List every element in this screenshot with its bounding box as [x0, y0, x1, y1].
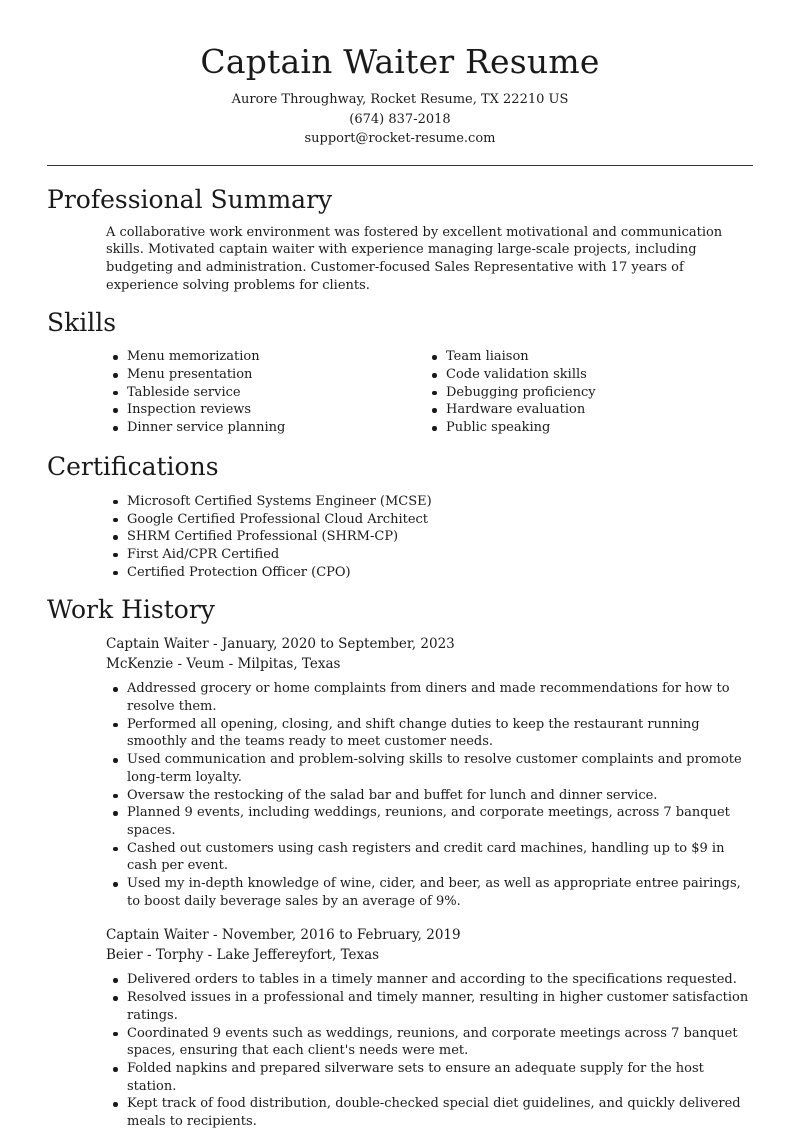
- skill-item: Debugging proficiency: [425, 384, 725, 402]
- job-employer-location: McKenzie - Veum - Milpitas, Texas: [106, 655, 341, 672]
- skill-item: Dinner service planning: [106, 419, 425, 437]
- skill-item: Inspection reviews: [106, 401, 425, 419]
- job-entry: [106, 926, 753, 965]
- job-duty-item: Coordinated 9 events such as weddings, reunions, and corporate meetings across 7 banquet spaces, ensuring that each client's needs were met.: [106, 1025, 753, 1060]
- contact-block: [47, 90, 753, 149]
- job-duties-list: [106, 680, 753, 910]
- job-duty-item: Planned 9 events, including weddings, reunions, and corporate meetings, across 7 banquet spaces.: [106, 804, 753, 839]
- job-duty-item: Used my in-depth knowledge of wine, cider, and beer, as well as appropriate entree pairings, to boost daily beverage sales by an average of 9%.: [106, 875, 753, 910]
- job-entry: [106, 635, 753, 674]
- summary-heading: Professional Summary: [47, 184, 333, 214]
- certifications-list: [106, 493, 753, 582]
- certification-item: Microsoft Certified Systems Engineer (MCSE): [106, 493, 753, 511]
- contact-phone: (674) 837-2018: [349, 111, 451, 127]
- job-duty-item: Oversaw the restocking of the salad bar and buffet for lunch and dinner service.: [106, 787, 753, 805]
- skills-list: [106, 348, 753, 437]
- contact-address: Aurore Throughway, Rocket Resume, TX 22210 US: [231, 92, 569, 107]
- job-duty-item: Folded napkins and prepared silverware sets to ensure an adequate supply for the host station.: [106, 1060, 753, 1095]
- skills-heading: Skills: [47, 308, 117, 338]
- skill-item: Tableside service: [106, 384, 425, 402]
- certification-item: SHRM Certified Professional (SHRM-CP): [106, 528, 753, 546]
- header-divider: [47, 165, 753, 166]
- skill-item: Hardware evaluation: [425, 401, 725, 419]
- contact-email: support@rocket-resume.com: [304, 131, 496, 146]
- skill-item: Team liaison: [425, 348, 725, 366]
- summary-text: A collaborative work environment was fostered by excellent motivational and communication skills. Motivated captain waiter with experience managing large-scale projects, including budgeting and administration. Customer-focused Sales Representative with 17 years of experience solving problems for clients.: [106, 224, 723, 293]
- job-duty-item: Kept track of food distribution, double-checked special diet guidelines, and quickly delivered meals to recipients.: [106, 1095, 753, 1130]
- certification-item: First Aid/CPR Certified: [106, 546, 753, 564]
- certification-item: Google Certified Professional Cloud Architect: [106, 511, 753, 529]
- skills-column-right: [425, 348, 725, 437]
- job-duties-list: [106, 971, 753, 1130]
- job-duty-item: Resolved issues in a professional and timely manner, resulting in higher customer satisfaction ratings.: [106, 989, 753, 1024]
- resume-title: Captain Waiter Resume: [200, 42, 600, 81]
- skill-item: Code validation skills: [425, 366, 725, 384]
- job-employer-location: Beier - Torphy - Lake Jeffereyfort, Texas: [106, 946, 380, 963]
- skills-column-left: [106, 348, 425, 437]
- job-duty-item: Performed all opening, closing, and shift change duties to keep the restaurant running smoothly and the teams ready to meet customer needs.: [106, 716, 753, 751]
- skill-item: Menu memorization: [106, 348, 425, 366]
- job-duty-item: Delivered orders to tables in a timely manner and according to the specifications requested.: [106, 971, 753, 989]
- job-position-dates: Captain Waiter - November, 2016 to February, 2019: [106, 927, 461, 944]
- job-position-dates: Captain Waiter - January, 2020 to September, 2023: [106, 636, 455, 653]
- job-duty-item: Cashed out customers using cash registers and credit card machines, handling up to $9 in cash per event.: [106, 840, 753, 875]
- job-duty-item: Addressed grocery or home complaints from diners and made recommendations for how to resolve them.: [106, 680, 753, 715]
- job-duty-item: Used communication and problem-solving skills to resolve customer complaints and promote long-term loyalty.: [106, 751, 753, 786]
- work-history-heading: Work History: [47, 595, 215, 625]
- skill-item: Public speaking: [425, 419, 725, 437]
- certifications-heading: Certifications: [47, 451, 219, 481]
- certification-item: Certified Protection Officer (CPO): [106, 564, 753, 582]
- skill-item: Menu presentation: [106, 366, 425, 384]
